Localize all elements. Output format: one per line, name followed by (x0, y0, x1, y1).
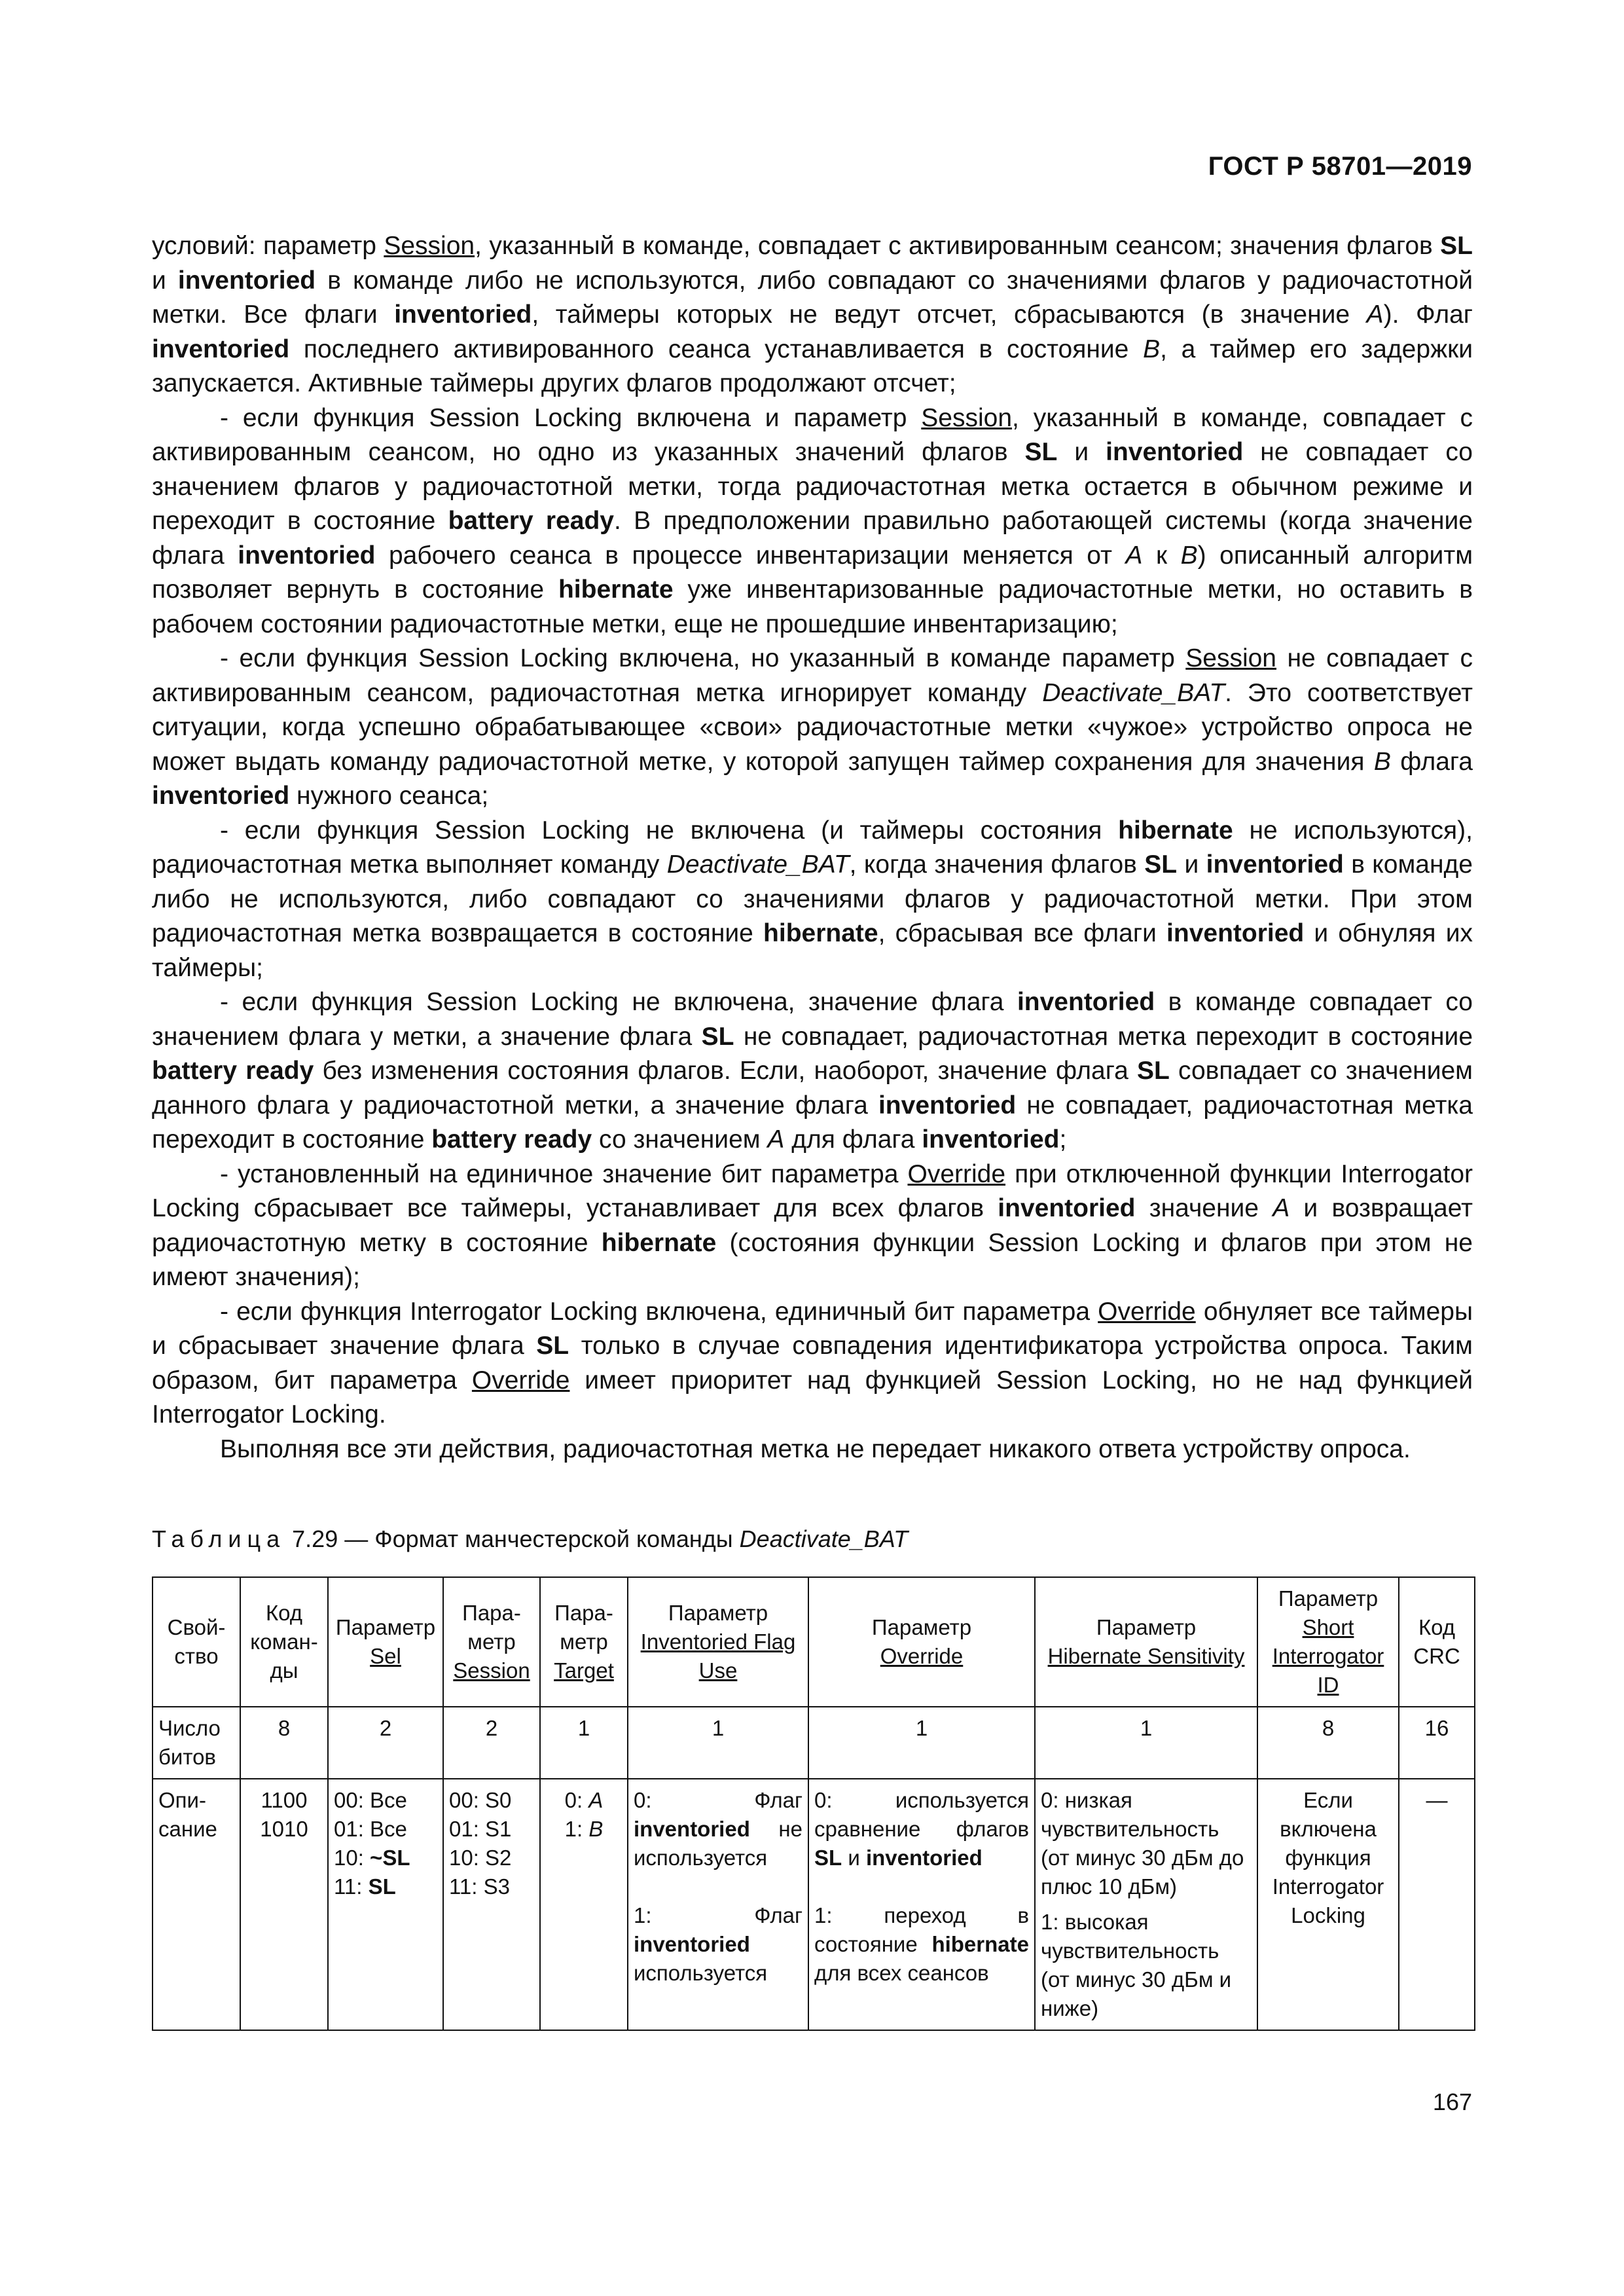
header-property: Свой-ство (153, 1577, 240, 1707)
bits-label: Число битов (153, 1707, 240, 1779)
bits-hibernate-sensitivity: 1 (1035, 1707, 1257, 1779)
document-number: ГОСТ Р 58701—2019 (1208, 152, 1472, 181)
header-override: Параметр Override (808, 1577, 1035, 1707)
header-crc: Код CRC (1399, 1577, 1475, 1707)
bits-override: 1 (808, 1707, 1035, 1779)
paragraph-5: - если функция Session Locking не включена, значение флага inventoried в команде совпадает со значением флага у метки, а значение флага SL не совпадает, радиочастотная метка переходит в состояние battery ready без изменения состояния флагов. Если, наоборот, значение флага SL совпадает со значением данного флага у радиочастотной метки, а значение флага inventoried не совпадает, радиочастотная метка переходит в состояние battery ready со значением A для флага inventoried; (152, 988, 1473, 1154)
paragraph-3: - если функция Session Locking включена, но указанный в команде параметр Session не совпадает с активированным сеансом, радиочастотная метка игнорирует команду Deactivate_BAT. Это соответствует ситуации, когда успешно обрабатывающее «свои» радиочастотные метки «чужое» устройство опроса не может выдать команду радиочастотной метке, у которой запущен таймер сохранения для значения B флага inventoried нужного сеанса; (152, 644, 1473, 810)
table-caption: Таблица 7.29 — Формат манчестерской команды Deactivate_BAT (152, 1525, 909, 1552)
header-hibernate-sensitivity: Параметр Hibernate Sensitivity (1035, 1577, 1257, 1707)
header-sel: Параметр Sel (328, 1577, 443, 1707)
bits-session: 2 (443, 1707, 540, 1779)
header-session: Пара-метр Session (443, 1577, 540, 1707)
desc-session: 00: S0 01: S1 10: S2 11: S3 (443, 1779, 540, 2030)
bits-command-code: 8 (240, 1707, 328, 1779)
table-row-bits (153, 1707, 1475, 1779)
bits-sel: 2 (328, 1707, 443, 1779)
desc-command-code: 1100 1010 (240, 1779, 328, 2030)
header-command-code: Код коман-ды (240, 1577, 328, 1707)
header-inventoried-flag-use: Параметр Inventoried Flag Use (628, 1577, 808, 1707)
desc-hibernate-sensitivity: 0: низкая чувствительность (от минус 30 дБм до плюс 10 дБм) 1: высокая чувствительность (от минус 30 дБм и ниже) (1035, 1779, 1257, 2030)
desc-label: Опи-сание (153, 1779, 240, 2030)
desc-override: 0: используется сравнение флагов SL и inventoried 1: переход в состояние hibernate для всех сеансов (808, 1779, 1035, 2030)
desc-inventoried-flag-use: 0: Флаг inventoried не используется 1: Флаг inventoried используется (628, 1779, 808, 2030)
paragraph-8: Выполняя все эти действия, радиочастотная метка не передает никакого ответа устройству опроса. (220, 1434, 1411, 1463)
table-header-row (153, 1577, 1475, 1707)
bits-inventoried-flag-use: 1 (628, 1707, 808, 1779)
paragraph-6: - установленный на единичное значение бит параметра Override при отключенной функции Interrogator Locking сбрасывает все таймеры, устанавливает для всех флагов inventoried значение A и возвращает радиочастотную метку в состояние hibernate (состояния функции Session Locking и флагов при этом не имеют значения); (152, 1159, 1473, 1291)
header-target: Пара-метр Target (540, 1577, 628, 1707)
bits-target: 1 (540, 1707, 628, 1779)
bits-short-interrogator-id: 8 (1257, 1707, 1399, 1779)
paragraph-2: - если функция Session Locking включена и параметр Session, указанный в команде, совпадает с активированным сеансом, но одно из указанных значений флагов SL и inventoried не совпадает со значением флагов у радиочастотной метки, тогда радиочастотная метка остается в обычном режиме и переходит в состояние battery ready. В предположении правильно работающей системы (когда значение флага inventoried рабочего сеанса в процессе инвентаризации меняется от A к B) описанный алгоритм позволяет вернуть в состояние hibernate уже инвентаризованные радиочастотные метки, но оставить в рабочем состоянии радиочастотные метки, еще не прошедшие инвентаризацию; (152, 403, 1473, 638)
desc-short-interrogator-id: Если включена функция Interrogator Locking (1257, 1779, 1399, 2030)
desc-target: 0: A 1: B (540, 1779, 628, 2030)
body-text (152, 229, 1473, 1467)
header-short-interrogator-id: Параметр Short Interrogator ID (1257, 1577, 1399, 1707)
page-number: 167 (1432, 2088, 1472, 2115)
paragraph-1: условий: параметр Session, указанный в команде, совпадает с активированным сеансом; значения флагов SL и inventoried в команде либо не используются, либо совпадают со значениями флагов у радиочастотной метки. Все флаги inventoried, таймеры которых не ведут отсчет, сбрасываются (в значение A). Флаг inventoried последнего активированного сеанса устанавливается в состояние B, а таймер его задержки запускается. Активные таймеры других флагов продолжают отсчет; (152, 232, 1473, 397)
command-format-table (152, 1576, 1475, 2031)
desc-sel: 00: Все 01: Все 10: ~SL 11: SL (328, 1779, 443, 2030)
paragraph-4: - если функция Session Locking не включена (и таймеры состояния hibernate не используются), радиочастотная метка выполняет команду Deactivate_BAT, когда значения флагов SL и inventoried в команде либо не используются, либо совпадают со значениями флагов у радиочастотной метки. При этом радиочастотная метка возвращается в состояние hibernate, сбрасывая все флаги inventoried и обнуляя их таймеры; (152, 816, 1473, 982)
paragraph-7: - если функция Interrogator Locking включена, единичный бит параметра Override обнуляет все таймеры и сбрасывает значение флага SL только в случае совпадения идентификатора устройства опроса. Таким образом, бит параметра Override имеет приоритет над функцией Session Locking, но не над функцией Interrogator Locking. (152, 1297, 1473, 1429)
bits-crc: 16 (1399, 1707, 1475, 1779)
desc-crc: — (1399, 1779, 1475, 2030)
table-row-description (153, 1779, 1475, 2030)
